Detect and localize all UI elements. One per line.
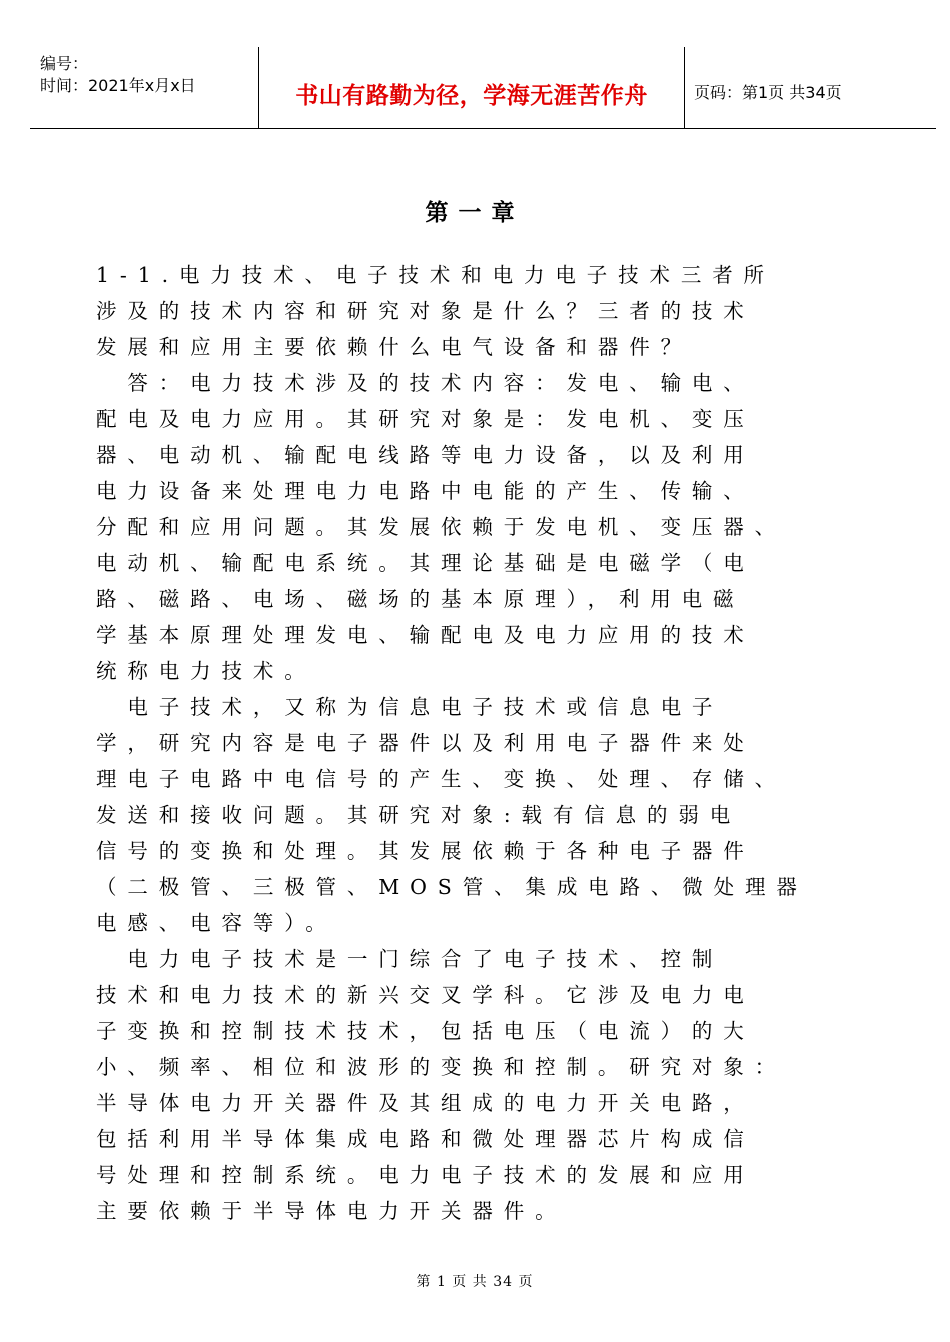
text-line: 电力电子技术是一门综合了电子技术、控制: [96, 947, 724, 971]
text-line: 号处理和控制系统。电力电子技术的发展和应用: [96, 1163, 755, 1187]
text-line: 子变换和控制技术技术，包括电压（电流）的大: [96, 1019, 755, 1043]
chapter-title: 第一章: [425, 199, 525, 226]
text-line: 学，研究内容是电子器件以及利用电子器件来处: [96, 731, 755, 755]
page-footer: 第 1 页 共 34 页: [416, 1274, 534, 1290]
text-line: 电子技术，又称为信息电子技术或信息电子: [96, 695, 724, 719]
text-line: 涉及的技术内容和研究对象是什么？三者的技术: [96, 299, 755, 323]
header-page-info: 页码：第1页 共34页: [694, 83, 842, 102]
text-line: 理电子电路中电信号的产生、变换、处理、存储、: [96, 767, 787, 791]
text-line: 电动机、输配电系统。其理论基础是电磁学（电: [96, 551, 755, 575]
header-motto: 书山有路勤为径，学海无涯苦作舟: [295, 83, 648, 109]
text-line: 发送和接收问题。其研究对象:载有信息的弱电: [96, 803, 742, 827]
text-line: 电感、电容等）。: [96, 911, 337, 935]
page-header: [30, 47, 936, 129]
text-line: 1-1.电力技术、电子技术和电力电子技术三者所: [96, 263, 775, 287]
body-text: [96, 257, 856, 1229]
text-line: 配电及电力应用。其研究对象是：发电机、变压: [96, 407, 755, 431]
text-line: 信号的变换和处理。其发展依赖于各种电子器件: [96, 839, 755, 863]
text-line: 学基本原理处理发电、输配电及电力应用的技术: [96, 623, 755, 647]
text-line: 发展和应用主要依赖什么电气设备和器件？: [96, 335, 692, 359]
time-label: 时间：2021年x月x日: [40, 76, 196, 95]
text-line: （二极管、三极管、MOS管、集成电路、微处理器: [96, 875, 808, 899]
text-line: 路、磁路、电场、磁场的基本原理），利用电磁: [96, 587, 745, 611]
text-line: 答：电力技术涉及的技术内容：发电、输电、: [96, 371, 755, 395]
text-line: 器、电动机、输配电线路等电力设备，以及利用: [96, 443, 755, 467]
text-line: 统称电力技术。: [96, 659, 316, 683]
number-label: 编号：: [40, 54, 89, 73]
text-line: 分配和应用问题。其发展依赖于发电机、变压器、: [96, 515, 787, 539]
header-meta: [40, 53, 258, 97]
text-line: 主要依赖于半导体电力开关器件。: [96, 1199, 567, 1223]
text-line: 电力设备来处理电力电路中电能的产生、传输、: [96, 479, 755, 503]
text-line: 包括利用半导体集成电路和微处理器芯片构成信: [96, 1127, 755, 1151]
text-line: 半导体电力开关器件及其组成的电力开关电路，: [96, 1091, 755, 1115]
text-line: 技术和电力技术的新兴交叉学科。它涉及电力电: [96, 983, 755, 1007]
header-divider-right: [684, 47, 685, 128]
text-line: 小、频率、相位和波形的变换和控制。研究对象：: [96, 1055, 787, 1079]
